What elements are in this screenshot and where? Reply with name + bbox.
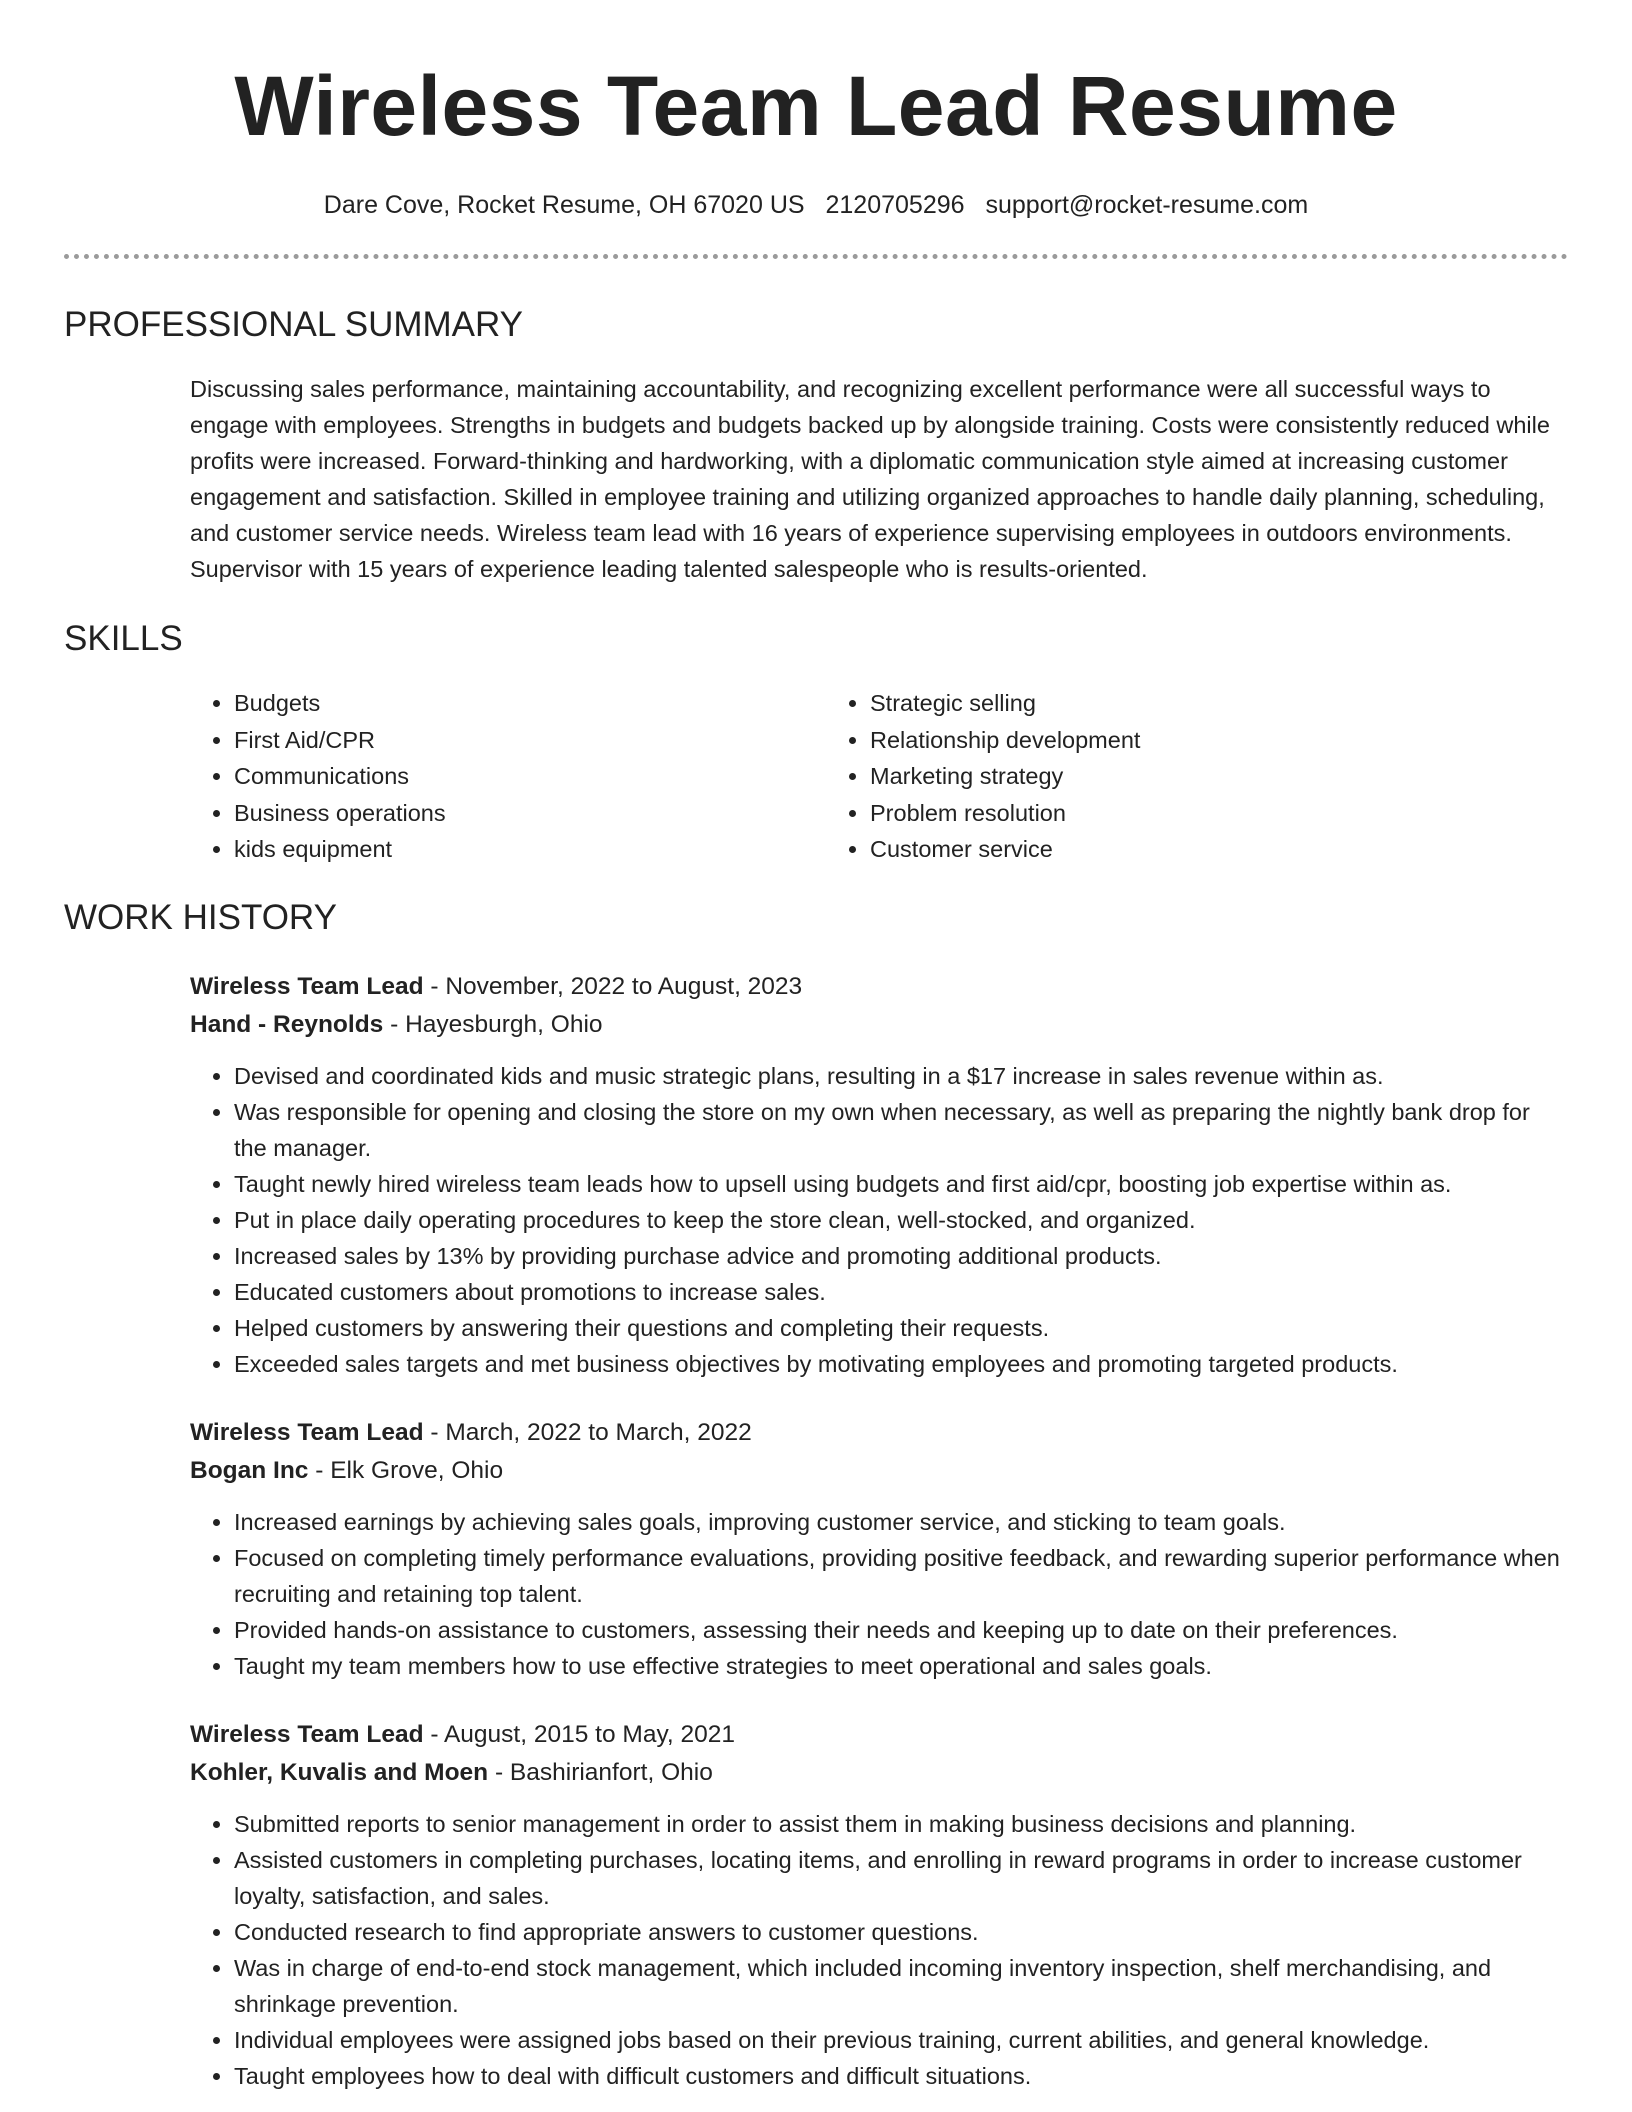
- skills-heading: SKILLS: [64, 619, 183, 658]
- job-location: - Elk Grove, Ohio: [308, 1456, 504, 1484]
- job-title: Wireless Team Lead: [190, 1720, 424, 1748]
- skill-item: • Customer service: [870, 831, 1140, 868]
- job-bullet: • Increased earnings by achieving sales goals, improving customer service, and sticking to team goals.: [234, 1504, 1568, 1540]
- summary-heading: PROFESSIONAL SUMMARY: [64, 305, 523, 344]
- summary-text: Discussing sales performance, maintaining accountability, and recognizing excellent performance were all successful ways to engage with employees. Strengths in budgets and budgets backed up by alongside training. Costs were consistently reduced while profits were increased. Forward-thinking and hardworking, with a diplomatic communication style aimed at increasing customer engagement and satisfaction. Skilled in employee training and utilizing organized approaches to handle daily planning, scheduling, and customer service needs. Wireless team lead with 16 years of experience supervising employees in outdoors environments. Supervisor with 15 years of experience leading talented salespeople who is results-oriented.: [190, 376, 1550, 582]
- job-bullet: • Was in charge of end-to-end stock management, which included incoming inventory inspection, shelf merchandising, and shrinkage prevention.: [234, 1950, 1568, 2022]
- job-dates: - August, 2015 to May, 2021: [423, 1720, 735, 1748]
- job-bullets: [190, 1058, 1568, 1382]
- job-bullet: • Individual employees were assigned jobs based on their previous training, current abilities, and general knowledge.: [234, 2022, 1568, 2058]
- job-company-line: [190, 1006, 1568, 1044]
- job-company-line: [190, 1452, 1568, 1490]
- work-history-section: [64, 896, 1568, 2094]
- contact-phone: 2120705296: [825, 191, 965, 219]
- header-divider: [64, 254, 1568, 259]
- skill-item: • kids equipment: [234, 831, 826, 868]
- job-dates: - November, 2022 to August, 2023: [423, 972, 803, 1000]
- job-entry: [190, 1716, 1568, 2094]
- job-bullet: • Exceeded sales targets and met business objectives by motivating employees and promoting targeted products.: [234, 1346, 1568, 1382]
- skill-item: • First Aid/CPR: [234, 722, 826, 759]
- job-title-line: [190, 1414, 1568, 1452]
- job-company: Kohler, Kuvalis and Moen: [190, 1758, 489, 1786]
- job-entry: [190, 968, 1568, 1382]
- skills-section: [64, 617, 1568, 868]
- job-bullet: • Devised and coordinated kids and music strategic plans, resulting in a $17 increase in sales revenue within as.: [234, 1058, 1568, 1094]
- summary-section: [64, 303, 1568, 587]
- skills-list: [190, 685, 1568, 868]
- job-bullet: • Taught newly hired wireless team leads how to upsell using budgets and first aid/cpr, boosting job expertise within as.: [234, 1166, 1568, 1202]
- job-bullet: • Was responsible for opening and closing the store on my own when necessary, as well as preparing the nightly bank drop for the manager.: [234, 1094, 1568, 1166]
- job-title-line: [190, 968, 1568, 1006]
- job-title-line: [190, 1716, 1568, 1754]
- job-bullet: • Focused on completing timely performance evaluations, providing positive feedback, and rewarding superior performance when recruiting and retaining top talent.: [234, 1540, 1568, 1612]
- contact-address: Dare Cove, Rocket Resume, OH 67020 US: [323, 191, 805, 219]
- skills-column-left: [190, 685, 826, 868]
- job-dates: - March, 2022 to March, 2022: [423, 1418, 752, 1446]
- skills-column-right: [826, 685, 1140, 868]
- resume-title: Wireless Team Lead Resume: [234, 59, 1398, 153]
- job-company-line: [190, 1754, 1568, 1792]
- job-location: - Hayesburgh, Ohio: [383, 1010, 603, 1038]
- skill-item: • Problem resolution: [870, 795, 1140, 832]
- work-history-heading: WORK HISTORY: [64, 897, 337, 937]
- job-bullet: • Educated customers about promotions to increase sales.: [234, 1274, 1568, 1310]
- contact-email: support@rocket-resume.com: [985, 191, 1309, 219]
- skill-item: • Budgets: [234, 685, 826, 722]
- job-bullet: • Conducted research to find appropriate answers to customer questions.: [234, 1914, 1568, 1950]
- contact-line: [64, 188, 1568, 222]
- job-bullet: • Taught my team members how to use effective strategies to meet operational and sales goals.: [234, 1648, 1568, 1684]
- job-bullet: • Taught employees how to deal with difficult customers and difficult situations.: [234, 2058, 1568, 2094]
- skill-item: • Business operations: [234, 795, 826, 832]
- job-title: Wireless Team Lead: [190, 1418, 424, 1446]
- job-company: Bogan Inc: [190, 1456, 309, 1484]
- skill-item: • Communications: [234, 758, 826, 795]
- job-title: Wireless Team Lead: [190, 972, 424, 1000]
- job-bullet: • Put in place daily operating procedures to keep the store clean, well-stocked, and organized.: [234, 1202, 1568, 1238]
- job-bullets: [190, 1806, 1568, 2094]
- job-bullet: • Increased sales by 13% by providing purchase advice and promoting additional products.: [234, 1238, 1568, 1274]
- job-bullet: • Assisted customers in completing purchases, locating items, and enrolling in reward programs in order to increase customer loyalty, satisfaction, and sales.: [234, 1842, 1568, 1914]
- job-company: Hand - Reynolds: [190, 1010, 384, 1038]
- job-bullet: • Provided hands-on assistance to customers, assessing their needs and keeping up to date on their preferences.: [234, 1612, 1568, 1648]
- job-bullet: • Submitted reports to senior management in order to assist them in making business decisions and planning.: [234, 1806, 1568, 1842]
- job-entry: [190, 1414, 1568, 1684]
- skill-item: • Strategic selling: [870, 685, 1140, 722]
- job-location: - Bashirianfort, Ohio: [488, 1758, 713, 1786]
- skill-item: • Relationship development: [870, 722, 1140, 759]
- job-bullet: • Helped customers by answering their questions and completing their requests.: [234, 1310, 1568, 1346]
- job-bullets: [190, 1504, 1568, 1684]
- skill-item: • Marketing strategy: [870, 758, 1140, 795]
